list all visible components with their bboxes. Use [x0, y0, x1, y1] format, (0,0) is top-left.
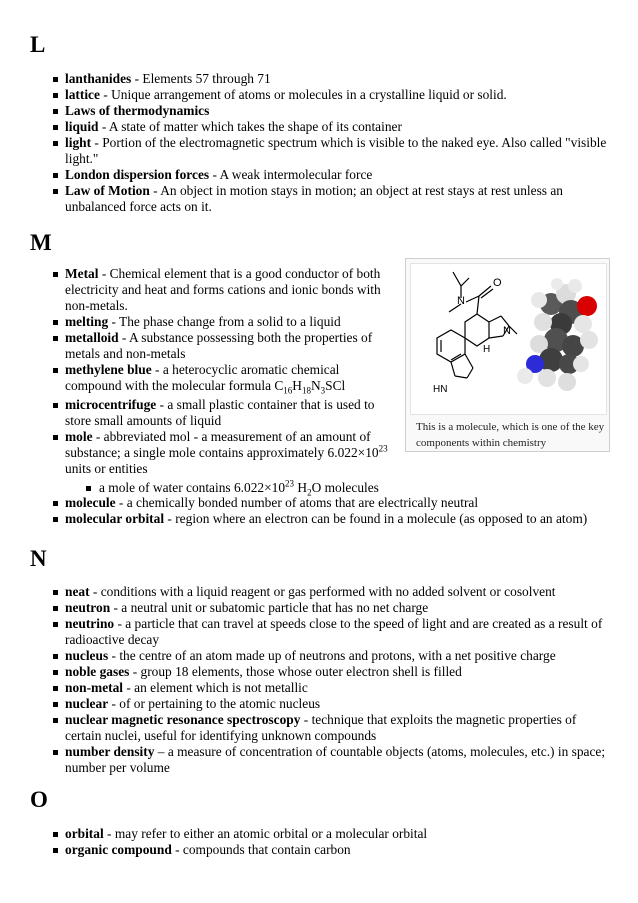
- definition: - the centre of an atom made up of neutrons and protons, with a net positive charge: [108, 648, 556, 663]
- section-heading-l: L: [30, 32, 46, 57]
- term: molecular orbital: [65, 511, 165, 526]
- list-item: [48, 826, 613, 842]
- exponent: 23: [378, 443, 388, 454]
- sub-list: [65, 480, 393, 496]
- term: orbital: [65, 826, 104, 841]
- molecule-figure: [405, 258, 610, 452]
- term: non-metal: [65, 680, 124, 695]
- sub-text: a mole of water contains 6.022×10: [99, 480, 286, 495]
- list-item: [48, 362, 393, 394]
- term-list-l: [48, 71, 608, 215]
- definition: - may refer to either an atomic orbital or a molecular orbital: [103, 826, 428, 841]
- sub-list-item: [99, 480, 393, 496]
- list-item: [48, 584, 613, 600]
- list-item: [48, 648, 613, 664]
- definition: - abbreviated mol - a measurement of an amount of substance; a single mole contains approximately 6.022×10: [65, 429, 379, 460]
- label-n2: N: [503, 325, 511, 337]
- list-item: [48, 511, 618, 527]
- definition: - a neutral unit or subatomic particle that has no net charge: [110, 600, 429, 615]
- molecule-illustration: [411, 264, 606, 414]
- section-heading-o: O: [30, 787, 48, 812]
- formula-part: SCl: [325, 378, 346, 393]
- definition: - a chemically bonded number of atoms that are electrically neutral: [115, 495, 479, 510]
- term: light: [65, 135, 92, 150]
- list-item: [48, 680, 613, 696]
- term: Metal: [65, 266, 99, 281]
- formula-subscript: 3: [320, 385, 326, 396]
- term: melting: [65, 314, 109, 329]
- definition: - a small plastic container that is used to store small amounts of liquid: [65, 397, 375, 428]
- list-item: [48, 600, 613, 616]
- term: noble gases: [65, 664, 130, 679]
- list-item: [48, 744, 613, 776]
- list-item: [48, 167, 608, 183]
- term: liquid: [65, 119, 99, 134]
- formula-subscript: 2: [307, 487, 312, 498]
- definition: - An object in motion stays in motion; an object at rest stays at rest unless an unbalanced force acts on it.: [65, 183, 563, 214]
- term: Laws of thermodynamics: [65, 103, 210, 118]
- definition: - a heterocyclic aromatic chemical compound with the molecular formula C: [65, 362, 340, 393]
- term: molecule: [65, 495, 116, 510]
- list-item: [48, 330, 393, 362]
- label-hn: HN: [433, 384, 448, 395]
- list-item: [48, 495, 618, 511]
- list-item: [48, 664, 613, 680]
- label-o: O: [493, 277, 502, 289]
- list-item: [48, 616, 613, 648]
- term: lattice: [65, 87, 100, 102]
- term: mole: [65, 429, 93, 444]
- list-item: [48, 696, 613, 712]
- definition: - A state of matter which takes the shape of its container: [98, 119, 402, 134]
- space-filling-model: [517, 278, 598, 391]
- term: nuclear: [65, 696, 109, 711]
- term-list-m-narrow: [48, 266, 393, 496]
- section-heading-m: M: [30, 230, 52, 255]
- sub-text: H: [294, 480, 308, 495]
- exponent: 23: [285, 478, 295, 489]
- list-item: [48, 314, 393, 330]
- list-item: [48, 71, 608, 87]
- term: neutron: [65, 600, 111, 615]
- list-item: [48, 135, 608, 167]
- definition: - A weak intermolecular force: [209, 167, 373, 182]
- term: nuclear magnetic resonance spectroscopy: [65, 712, 301, 727]
- term: neutrino: [65, 616, 115, 631]
- list-item: [48, 429, 393, 496]
- definition: units or entities: [65, 461, 148, 476]
- definition: - Chemical element that is a good conductor of both electricity and heat and forms cations and ionic bonds with non-metals.: [65, 266, 381, 313]
- definition: - an element which is not metallic: [123, 680, 308, 695]
- list-item: [48, 119, 608, 135]
- label-n: N: [457, 295, 465, 307]
- definition: - conditions with a liquid reagent or gas performed with no added solvent or cosolvent: [89, 584, 556, 599]
- list-item: [48, 712, 613, 744]
- definition: - region where an electron can be found in a molecule (as opposed to an atom): [164, 511, 588, 526]
- definition: - technique that exploits the magnetic properties of certain nuclei, useful for identifying unknown compounds: [65, 712, 577, 743]
- term: Law of Motion: [65, 183, 150, 198]
- list-item: [48, 103, 608, 119]
- term: microcentrifuge: [65, 397, 157, 412]
- term-list-n: [48, 584, 613, 776]
- list-item: [48, 183, 608, 215]
- definition: - of or pertaining to the atomic nucleus: [108, 696, 321, 711]
- sub-text: O molecules: [311, 480, 379, 495]
- list-item: [48, 87, 608, 103]
- term: methylene blue: [65, 362, 152, 377]
- term: neat: [65, 584, 90, 599]
- definition: - The phase change from a solid to a liquid: [108, 314, 341, 329]
- definition: - group 18 elements, those whose outer electron shell is filled: [129, 664, 462, 679]
- definition: – a measure of concentration of countable objects (atoms, molecules, etc.) in space; number per volume: [65, 744, 606, 775]
- label-h: H: [483, 344, 491, 355]
- list-item: [48, 397, 393, 429]
- term: nucleus: [65, 648, 109, 663]
- figure-caption: This is a molecule, which is one of the key components within chemistry: [416, 421, 605, 449]
- definition: - Unique arrangement of atoms or molecules in a crystalline liquid or solid.: [99, 87, 507, 102]
- term: number density: [65, 744, 155, 759]
- formula-part: H: [292, 378, 302, 393]
- term-list-m-wide: [48, 495, 618, 527]
- term: London dispersion forces: [65, 167, 210, 182]
- section-heading-n: N: [30, 546, 47, 571]
- term-list-o: [48, 826, 613, 858]
- molecule-image: [410, 263, 607, 415]
- definition: - Portion of the electromagnetic spectrum which is visible to the naked eye. Also called "visible light.": [65, 135, 607, 166]
- list-item: [48, 842, 613, 858]
- definition: - Elements 57 through 71: [131, 71, 271, 86]
- formula-subscript: 18: [301, 385, 311, 396]
- formula-subscript: 16: [283, 385, 293, 396]
- definition: - a particle that can travel at speeds close to the speed of light and are created as a result of radioactive decay: [65, 616, 603, 647]
- term: lanthanides: [65, 71, 132, 86]
- formula-part: N: [310, 378, 321, 393]
- term: organic compound: [65, 842, 172, 857]
- term: metalloid: [65, 330, 119, 345]
- list-item: [48, 266, 393, 314]
- definition: - compounds that contain carbon: [171, 842, 351, 857]
- definition: - A substance possessing both the properties of metals and non-metals: [65, 330, 373, 361]
